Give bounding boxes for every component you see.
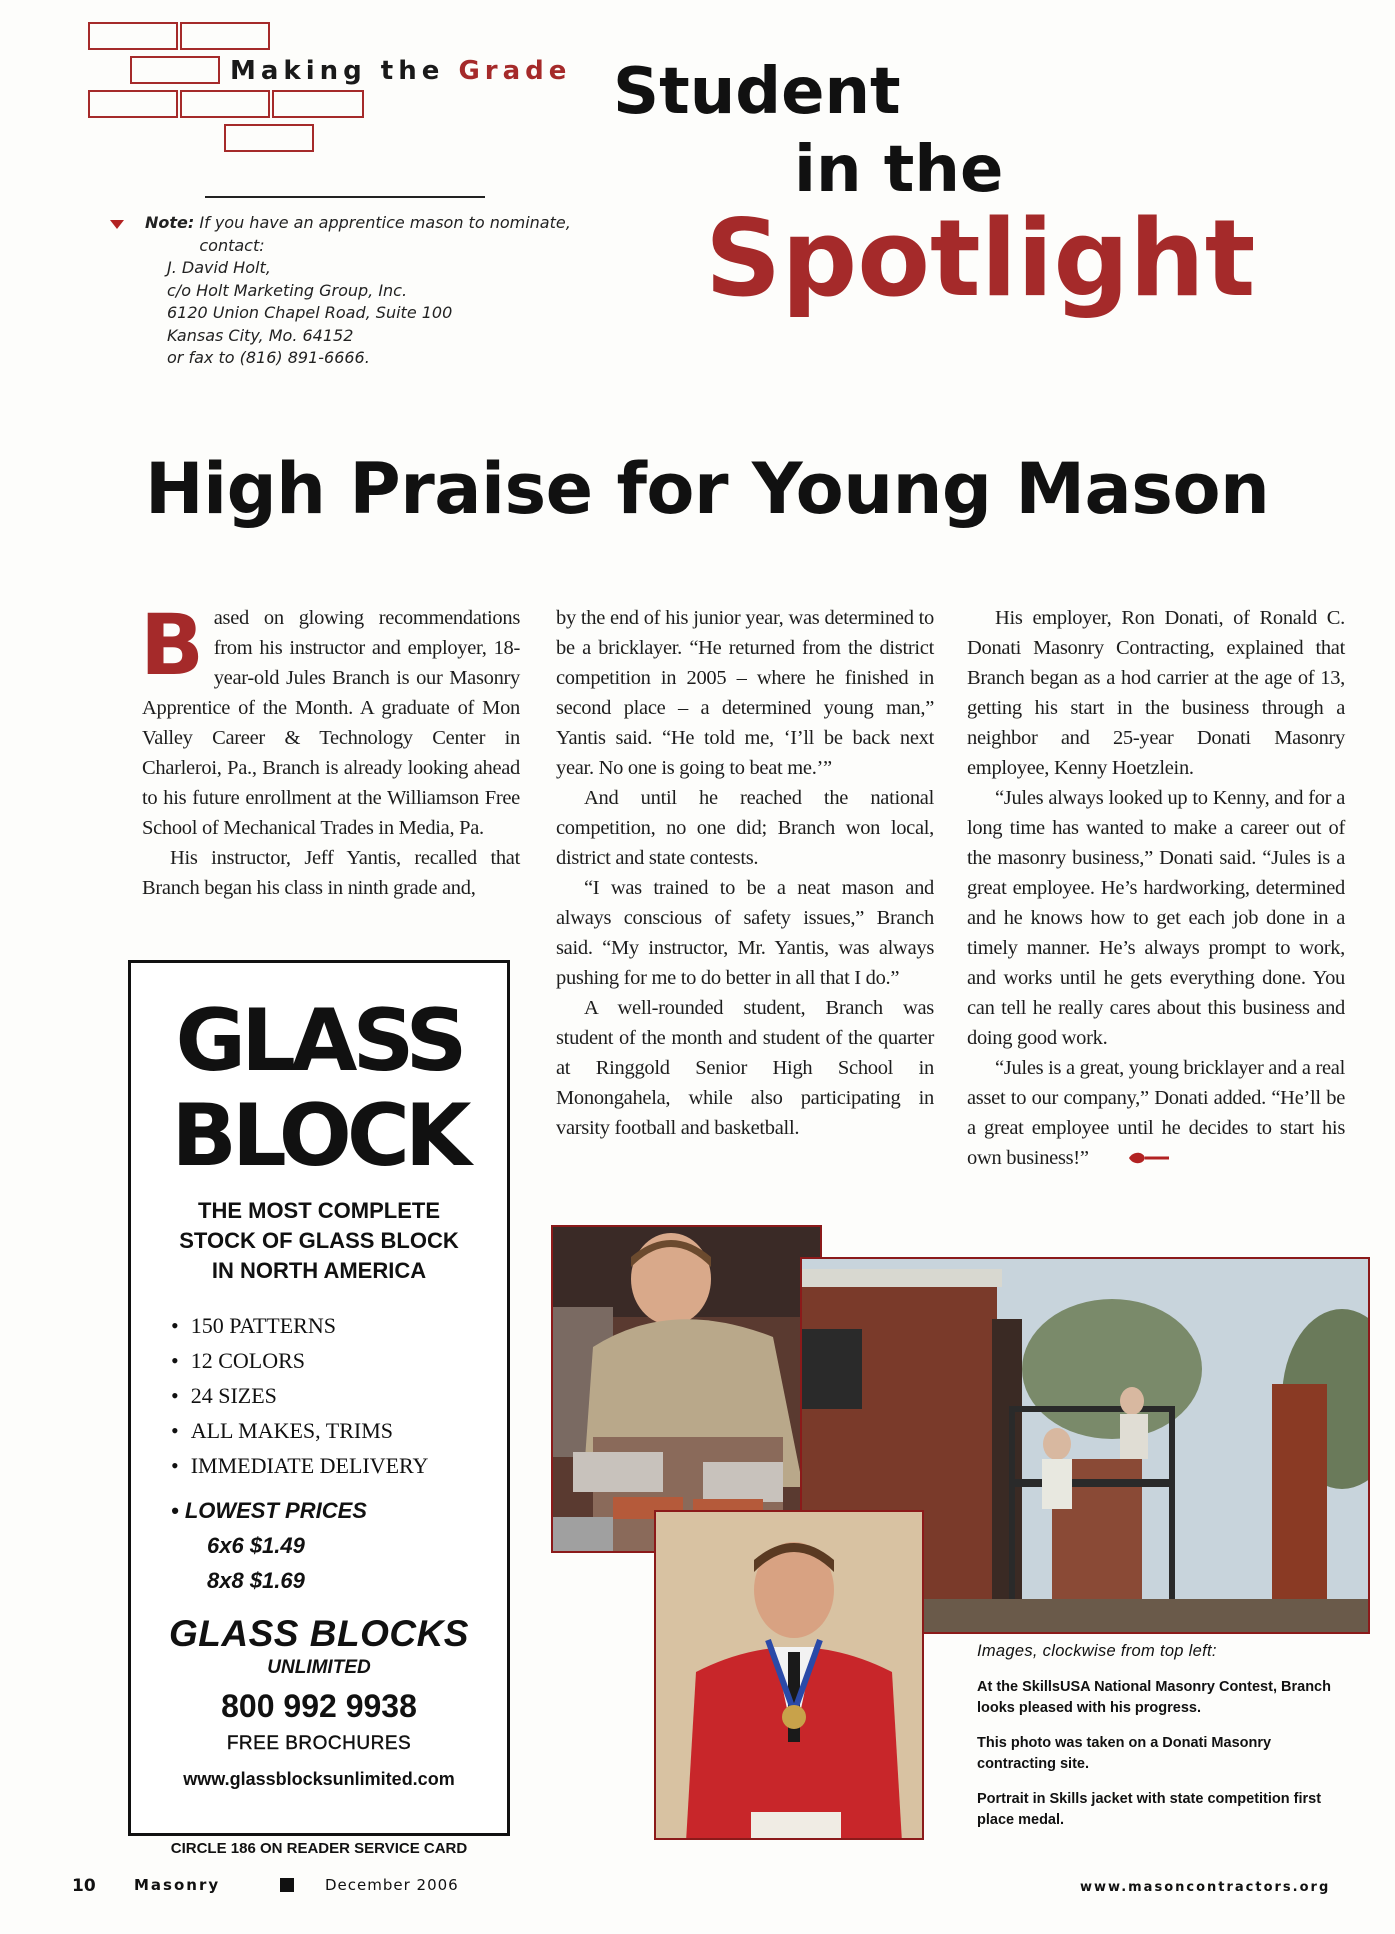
ad-prices [171, 1493, 367, 1598]
brick [130, 56, 220, 84]
ad-feature-list [171, 1308, 428, 1483]
note-contact-city: Kansas City, Mo. 64152 [167, 325, 354, 345]
section-label-grade: Grade [458, 56, 572, 86]
ad-feature: • 12 COLORS [171, 1343, 428, 1378]
ad-prices-label: • LOWEST PRICES [171, 1498, 367, 1523]
header-line-spotlight: Spotlight [705, 197, 1256, 320]
header-line-student: Student [613, 55, 901, 129]
ad-phone[interactable]: 800 992 9938 [221, 1688, 417, 1724]
ad-subtitle-2: STOCK OF GLASS BLOCK [179, 1228, 459, 1253]
paragraph: And until he reached the national competition, no one did; Branch won local, district and state contests. [556, 787, 934, 869]
paragraph: His instructor, Jeff Yantis, recalled that Branch began his class in ninth grade and, [142, 847, 520, 899]
brick [272, 90, 364, 118]
section-label-part1: Making the [230, 56, 445, 86]
brick [180, 22, 270, 50]
footer-date: December 2006 [325, 1876, 459, 1894]
note-contact-fax: or fax to (816) 891-6666. [167, 348, 370, 367]
paragraph: “I was trained to be a neat mason and always conscious of safety issues,” Branch said. “My instructor, Mr. Yantis, was always pushing for me to do better in all that I do.” [556, 877, 934, 989]
ad-feature: • ALL MAKES, TRIMS [171, 1413, 428, 1448]
brick [88, 22, 178, 50]
photo-contest [551, 1225, 822, 1553]
nomination-note [145, 212, 604, 370]
footer-url[interactable]: www.masoncontractors.org [1080, 1880, 1331, 1895]
header-line-in-the: in the [794, 133, 1004, 207]
ad-brochures: FREE BROCHURES [226, 1733, 412, 1754]
drop-cap: B [140, 596, 204, 694]
paragraph: His employer, Ron Donati, of Ronald C. Donati Masonry Contracting, explained that Branch began as a hod carrier at the age of 13, getting his start in the business through a neighbor and 25-year Donati Masonry employee, Kenny Hoetzlein. [967, 607, 1345, 779]
caption: At the SkillsUSA National Masonry Contest, Branch looks pleased with his progress. [977, 1679, 1331, 1716]
ad-price: 6x6 $1.49 [207, 1533, 305, 1558]
ad-website-link[interactable]: www.glassblocksunlimited.com [183, 1769, 455, 1789]
trowel-end-icon [1099, 1144, 1171, 1174]
paragraph: “Jules always looked up to Kenny, and for a long time has wanted to make a career out of the masonry business,” Donati said. “Jules is a great employee. He’s hardworking, determined and he knows how to get each job done in a timely manner. He’s always prompt to work, and works until he gets everything done. You can tell he really cares about this business and doing good work. [967, 787, 1345, 1049]
ad-feature: • IMMEDIATE DELIVERY [171, 1448, 428, 1483]
paragraph: A well-rounded student, Branch was student of the month and student of the quarter at Ringgold Senior High School in Monongahela, while also participating in varsity football and basketball. [556, 997, 934, 1139]
caption: Portrait in Skills jacket with state competition first place medal. [977, 1791, 1322, 1828]
ad-subtitle-1: THE MOST COMPLETE [198, 1198, 440, 1223]
section-label [230, 56, 571, 86]
photo-portrait [654, 1510, 924, 1840]
article-headline: High Praise for Young Mason [145, 448, 1270, 530]
paragraph: by the end of his junior year, was determined to be a bricklayer. “He returned from the district competition in 2005 – where he finished in second place – a determined young man,” Yantis said. “He told me, ‘I’ll be back next year. No one is going to beat me.’” [556, 607, 934, 779]
note-contact-company: c/o Holt Marketing Group, Inc. [167, 280, 408, 300]
brick [224, 124, 314, 152]
footer-square-icon [280, 1878, 294, 1892]
ad-feature: • 150 PATTERNS [171, 1308, 428, 1343]
ad-brand-sub: UNLIMITED [267, 1657, 371, 1678]
caption: This photo was taken on a Donati Masonry contracting site. [977, 1735, 1272, 1772]
ad-subtitle-3: IN NORTH AMERICA [211, 1258, 427, 1283]
ad-brand: GLASS BLOCKS [169, 1613, 469, 1654]
note-contact-name: J. David Holt, [167, 258, 271, 277]
photo-captions [977, 1642, 1337, 1845]
arrow-down-icon [110, 220, 124, 229]
brick [180, 90, 270, 118]
footer-magazine: Masonry [134, 1876, 221, 1894]
captions-heading: Images, clockwise from top left: [977, 1642, 1217, 1660]
note-contact-street: 6120 Union Chapel Road, Suite 100 [167, 303, 453, 322]
brick [88, 90, 178, 118]
ad-title-block: BLOCK [171, 1086, 467, 1186]
ad-reader-service: CIRCLE 186 ON READER SERVICE CARD [170, 1840, 468, 1857]
paragraph: ased on glowing recommendations from his instructor and employer, 18-year-old Jules Branch is our Masonry Apprentice of the Month. A graduate of Mon Valley Career & Technology Center in Charleroi, Pa., Branch is already looking ahead to his future enrollment at the Williamson Free School of Mechanical Trades in Media, Pa. [142, 607, 520, 839]
note-divider [205, 196, 485, 198]
article-column-1 [140, 596, 520, 903]
page-number: 10 [72, 1876, 96, 1896]
ad-title-glass: GLASS [175, 991, 463, 1091]
article-column-3 [967, 603, 1345, 1174]
article-column-2 [556, 603, 934, 1143]
paragraph: “Jules is a great, young bricklayer and a real asset to our company,” Donati added. “He’ll be a great employee until he decides to start his own business!” [967, 1057, 1345, 1169]
note-label: Note: [145, 213, 195, 232]
note-text: If you have an apprentice mason to nominate, contact: [199, 213, 571, 255]
ad-feature: • 24 SIZES [171, 1378, 428, 1413]
glass-block-ad[interactable] [128, 960, 510, 1836]
ad-price: 8x8 $1.69 [207, 1568, 305, 1593]
